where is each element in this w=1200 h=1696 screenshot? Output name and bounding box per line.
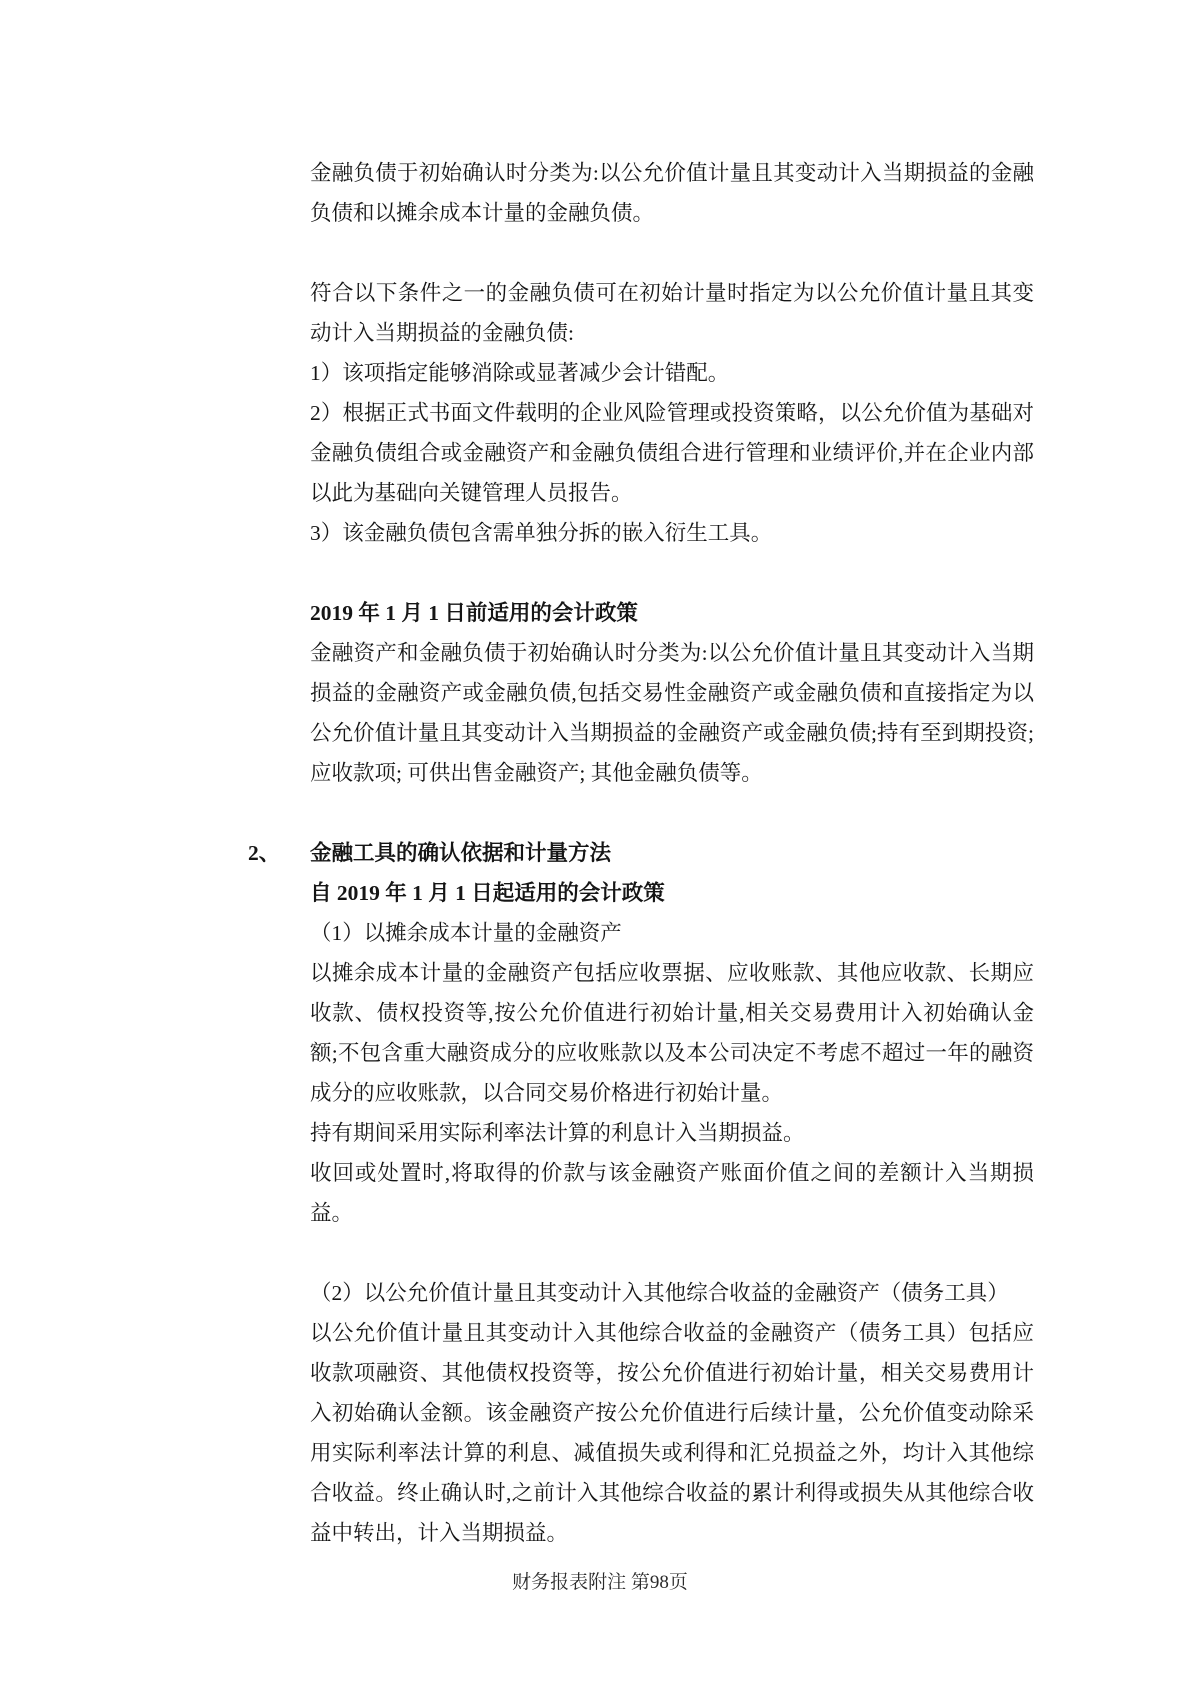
section-number: 2、 [248,841,281,865]
section-title: 金融工具的确认依据和计量方法 [310,841,612,865]
list-item-condition-3: 3）该金融负债包含需单独分拆的嵌入衍生工具。 [310,521,773,545]
paragraph-effective-interest: 持有期间采用实际利率法计算的利息计入当期损益。 [310,1121,805,1145]
paragraph-designation-conditions-intro: 符合以下条件之一的金融负债可在初始计量时指定为以公允价值计量且其变动计入当期损益的金融负债: [310,281,1034,345]
heading-policy-before-2019: 2019 年 1 月 1 日前适用的会计政策 [310,601,638,625]
list-item-condition-2: 2）根据正式书面文件载明的企业风险管理或投资策略，以公允价值为基础对金融负债组合或金融资产和金融负债组合进行管理和业绩评价,并在企业内部以此为基础向关键管理人员报告。 [310,401,1034,505]
subheading-amortized-cost-assets: （1）以摊余成本计量的金融资产 [310,921,622,945]
paragraph-pre-2019-classification: 金融资产和金融负债于初始确认时分类为:以公允价值计量且其变动计入当期损益的金融资产或金融负债,包括交易性金融资产或金融负债和直接指定为以公允价值计量且其变动计入当期损益的金融资产或金融负债;持有至到期投资;应收款项; 可供出售金融资产; 其他金融负债等。 [310,641,1034,785]
footer-page-label: 财务报表附注 第98页 [512,1572,688,1593]
section-2-heading [248,833,1034,873]
document-body [248,153,1034,1553]
paragraph-disposal-difference: 收回或处置时,将取得的价款与该金融资产账面价值之间的差额计入当期损益。 [310,1161,1034,1225]
paragraph-financial-liability-classification: 金融负债于初始确认时分类为:以公允价值计量且其变动计入当期损益的金融负债和以摊余成本计量的金融负债。 [310,161,1034,225]
heading-policy-from-2019: 自 2019 年 1 月 1 日起适用的会计政策 [310,881,665,905]
paragraph-fvoci-measurement: 以公允价值计量且其变动计入其他综合收益的金融资产（债务工具）包括应收款项融资、其他债权投资等，按公允价值进行初始计量，相关交易费用计入初始确认金额。该金融资产按公允价值进行后续计量，公允价值变动除采用实际利率法计算的利息、减值损失或利得和汇兑损益之外，均计入其他综合收益。终止确认时,之前计入其他综合收益的累计利得或损失从其他综合收益中转出，计入当期损益。 [310,1321,1034,1545]
page-footer [0,1563,1200,1603]
subheading-fvoci-debt-instruments: （2）以公允价值计量且其变动计入其他综合收益的金融资产（债务工具） [310,1281,1009,1305]
list-item-condition-1: 1）该项指定能够消除或显著减少会计错配。 [310,361,730,385]
paragraph-amortized-cost-initial-measurement: 以摊余成本计量的金融资产包括应收票据、应收账款、其他应收款、长期应收款、债权投资等,按公允价值进行初始计量,相关交易费用计入初始确认金额;不包含重大融资成分的应收账款以及本公司决定不考虑不超过一年的融资成分的应收账款，以合同交易价格进行初始计量。 [310,961,1034,1105]
